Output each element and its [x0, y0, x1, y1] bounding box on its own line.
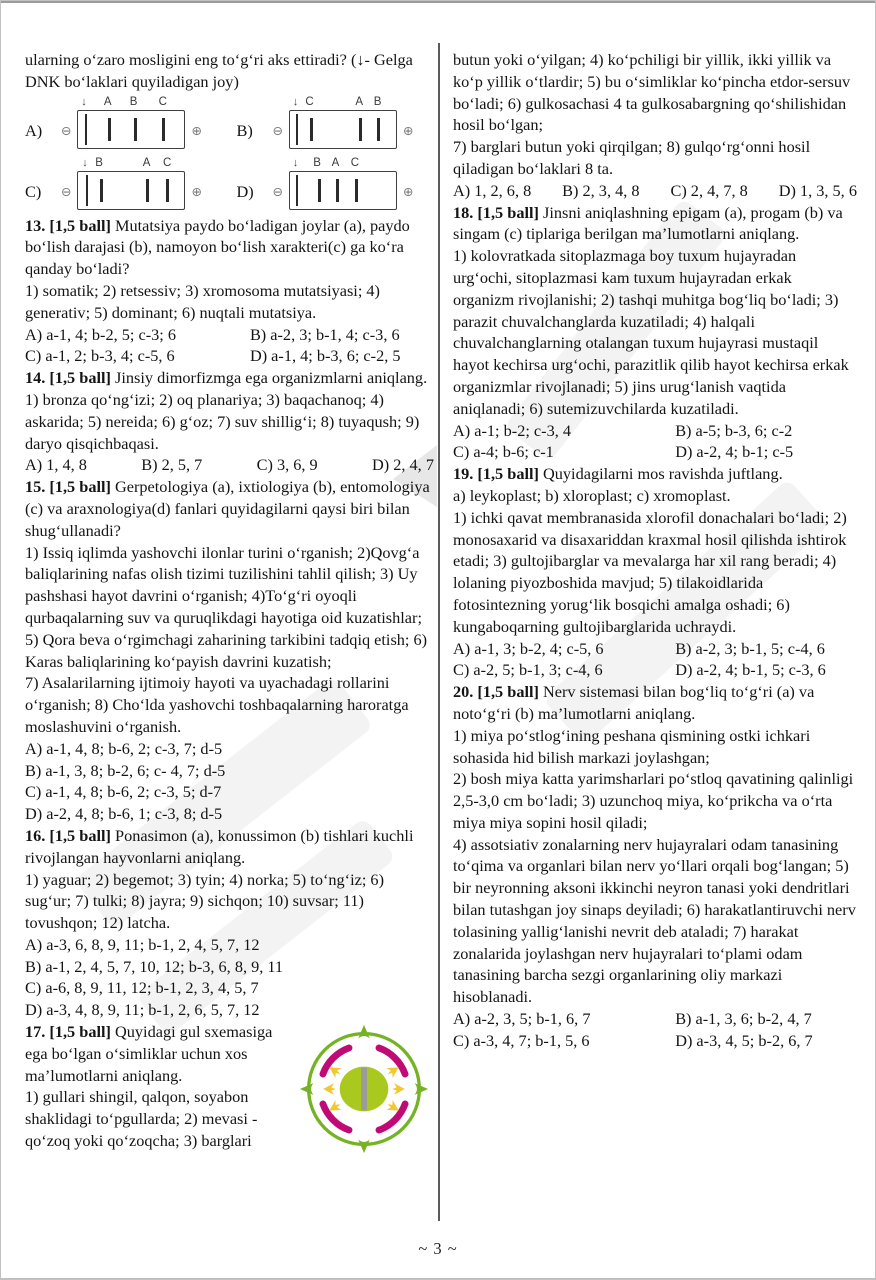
gel-band: [296, 114, 298, 145]
answer-option: A) a-2, 3, 5; b-1, 6, 7: [453, 1009, 591, 1029]
answer-row: [453, 420, 857, 442]
question-number: 17. [1,5 ball]: [25, 1022, 116, 1042]
question-items: butun yoki o‘yilgan; 4) ko‘pchiligi bir yillik, ikki yillik va ko‘p yillik o‘tlardir; 5) bu o‘simliklar ko‘pincha etdor-sersuv bo‘ladi; 6) gulkosachasi 4 ta gulkosabargning qo‘shilishidan hosil bo‘lgan;: [453, 50, 851, 135]
answer-option: B) a-5; b-3, 6; c-2: [675, 420, 793, 440]
plus-electrode-icon: ⊕: [402, 122, 414, 138]
answer-option: D) a-3, 4, 8, 9, 11; b-1, 2, 6, 5, 7, 12: [25, 1000, 260, 1020]
gel-box: [289, 110, 397, 149]
answer-option: C) 3, 6, 9: [256, 455, 318, 475]
well-arrow-icon: ↓: [81, 95, 87, 108]
answer-row: [453, 1030, 857, 1052]
question-items: 1) kolovratkada sitoplazmaga boy tuxum hujayradan urg‘ochi, sitoplazmasi kam tuxum hujayradan erkak organizm rivojlanishi; 2) tashqi muhitga bog‘liq bo‘ladi; 3) parazit chuvalchanglarda kuzatiladi; 4) halqali chuvalchanglarning otalangan tuxum hujayrasi mustaqil hayot kechirsa urg‘ochi, parazitlik qilib hayot kechirsa erkak organizmlar rivojlanadi; 5) jins urug‘lanish vaqtida aniqlanadi; 6) sutemizuvchilarda kuzatiladi.: [453, 246, 849, 418]
gel-band: [310, 118, 313, 141]
answer-option: D) a-1, 4; b-3, 6; c-2, 5: [249, 346, 401, 366]
gel-diagram-grid: [25, 96, 434, 210]
gel-option-label: C): [25, 181, 42, 201]
answer-row: [25, 956, 434, 978]
page-bottom-edge: [1, 1278, 875, 1279]
gel-band: [108, 118, 111, 141]
question-19: [453, 463, 857, 681]
question-number: 13. [1,5 ball]: [25, 215, 116, 235]
question-number: 15. [1,5 ball]: [25, 477, 116, 497]
answer-option: C) a-2, 5; b-1, 3; c-4, 6: [453, 660, 603, 680]
gel-option: [237, 157, 435, 210]
gel-boxwrap: [289, 157, 397, 210]
gel-band-label: A: [331, 156, 340, 169]
answer-option: C) a-4; b-6; c-1: [453, 442, 554, 462]
gel-band-label: A: [142, 156, 151, 169]
minus-electrode-icon: ⊖: [61, 122, 72, 138]
gel-band-label: B: [129, 95, 138, 108]
question-items: 1) ichki qavat membranasida xlorofil donachalari bo‘ladi; 2) monosaxarid va disaxariddan kraxmal hosil qilishda ishtirok etadi; 3) gultojibarglar va mevalarga har xil rang beradi; 4) lolaning piyozboshida mavjud; 5) tilakoidlarida fotosintezning yorug‘lik bosqichi amalga oshadi; 6) kungaboqarning gultojibarglarida uchraydi.: [453, 507, 847, 636]
flower-diagram: [296, 1021, 434, 1161]
gel-band: [166, 179, 169, 202]
gel-band-label: B: [373, 95, 382, 108]
plus-electrode-icon: ⊕: [191, 122, 202, 138]
gel-band-label: A: [355, 95, 364, 108]
answer-row: [25, 803, 434, 825]
gel-band-label: B: [313, 156, 321, 169]
question-number: 16. [1,5 ball]: [25, 825, 116, 845]
gel-band: [296, 175, 298, 206]
answer-option: A) a-1, 4, 8; b-6, 2; c-3, 7; d-5: [25, 738, 223, 758]
gel-band: [377, 118, 380, 141]
gel-band-label: C: [158, 95, 167, 108]
answer-option: D) a-2, 4, 8; b-6, 1; c-3, 8; d-5: [25, 804, 223, 824]
answer-option: B) a-1, 2, 4, 5, 7, 10, 12; b-3, 6, 8, 9, 11: [25, 956, 284, 976]
answer-row: [25, 934, 434, 956]
question-items: 1) gullari shingil, qalqon, soyabon shaklidagi to‘pgullarda; 2) mevasi - qo‘zoq yoki qo‘zoqcha; 3) barglari: [25, 1087, 258, 1151]
question-16: [25, 825, 434, 1021]
gel-band-label: B: [95, 156, 103, 169]
answer-option: D) a-2, 4; b-1, 5; c-3, 6: [675, 660, 826, 680]
question-number: 18. [1,5 ball]: [453, 202, 544, 222]
well-arrow-icon: ↓: [292, 156, 299, 169]
gel-band: [162, 118, 165, 141]
question-items: 1) somatik; 2) retsessiv; 3) xromosoma mutatsiyasi; 4) generativ; 5) dominant; 6) nuqtali mutatsiya.: [25, 280, 380, 322]
minus-electrode-icon: ⊖: [272, 122, 283, 138]
question-15: [25, 476, 434, 825]
question-subitems: a) leykoplast; b) xloroplast; c) xromoplast.: [453, 485, 731, 505]
answer-row: [453, 441, 857, 463]
gel-band-label: A: [103, 95, 112, 108]
answer-row: [25, 999, 434, 1021]
answer-option: B) a-2, 3; b-1, 4; c-3, 6: [249, 324, 400, 344]
answer-row: [453, 1008, 857, 1030]
question-stem: 16. [1,5 ball] Ponasimon (a), konussimon (b) tishlari kuchli rivojlangan hayvonlarni aniqlang.: [25, 825, 414, 867]
gel-option-label: A): [25, 120, 43, 140]
answer-row: [25, 454, 434, 476]
answer-row: [25, 324, 434, 346]
intro-text: ularning o‘zaro mosligini eng to‘g‘ri aks ettiradi? (↓- Gelga DNK bo‘laklari quyiladigan joy): [25, 50, 413, 91]
gel-band: [86, 175, 88, 206]
gel-band-label: C: [162, 156, 172, 169]
answer-option: B) 2, 5, 7: [141, 455, 203, 475]
gel-option-label: D): [236, 181, 254, 201]
question-stem: 20. [1,5 ball] Nerv sistemasi bilan bog‘liq to‘g‘ri (a) va noto‘g‘ri (b) ma’lumotlarni aniqlang.: [453, 682, 815, 723]
gel-boxwrap: [289, 96, 397, 149]
question-items: 2) bosh miya katta yarimsharlari po‘stloq qavatining qalinligi 2,5-3,0 cm bo‘ladi; 3) uzunchoq miya, ko‘prikcha va o‘rta miya miya sopini hosil qiladi;: [453, 769, 854, 832]
answer-option: A) a-3, 6, 8, 9, 11; b-1, 2, 4, 5, 7, 12: [25, 934, 260, 954]
gel-band: [359, 118, 362, 141]
question-13: [25, 215, 434, 368]
question-17: [25, 1021, 434, 1152]
question-stem: 13. [1,5 ball] Mutatsiya paydo bo‘ladigan joylar (a), paydo bo‘lish darajasi (b), namoyon bo‘lish xarakteri(c) ga ko‘ra qanday bo‘ladi?: [25, 215, 410, 279]
gel-band: [318, 179, 321, 202]
question-items: 7) barglari butun yoki qirqilgan; 8) gulqo‘rg‘onni hosil qiladigan bo‘laklari 8 ta.: [453, 137, 811, 178]
gel-band: [146, 179, 149, 202]
answer-option: B) 2, 3, 4, 8: [562, 180, 640, 200]
question-stem: 14. [1,5 ball] Jinsiy dimorfizmga ega organizmlarni aniqlang.: [25, 368, 428, 388]
answer-row: [453, 638, 857, 660]
answer-option: C) 2, 4, 7, 8: [670, 180, 748, 200]
gel-band-label: C: [305, 95, 314, 108]
answer-option: D) a-2, 4; b-1; c-5: [675, 442, 794, 462]
answer-row: [25, 781, 434, 803]
gel-option: [25, 96, 223, 149]
question-items: 1) miya po‘stlog‘ining peshana qismining ostki ichkari sohasida hid bilish markazi joylashgan;: [453, 725, 811, 767]
answer-option: C) a-3, 4, 7; b-1, 5, 6: [453, 1030, 590, 1050]
gel-band-labels: [289, 157, 397, 170]
plus-electrode-icon: ⊕: [402, 183, 414, 199]
gel-band-label: C: [350, 156, 360, 169]
gel-band-labels: [289, 96, 397, 109]
flower-diagram-svg: [296, 1021, 432, 1157]
answer-row: [453, 659, 857, 681]
question-stem: 19. [1,5 ball] Quyidagilarni mos ravishda juftlang.: [453, 464, 783, 484]
answer-option: A) a-1, 3; b-2, 4; c-5, 6: [453, 638, 604, 658]
gel-band-labels: [77, 157, 185, 170]
question-items: 1) bronza qo‘ng‘izi; 2) oq planariya; 3) baqachanoq; 4) askarida; 5) nereida; 6) g‘oz; 7) suv shillig‘i; 8) tuyaqush; 9) daryo qisqichbaqasi.: [25, 389, 420, 453]
question-items: 7) Asalarilarning ijtimoiy hayoti va uyachadagi rollarini o‘rganish; 8) Cho‘lda yashovchi toshbaqalarning haroratga moslashuvini o‘rganish.: [25, 673, 409, 736]
question-number: 19. [1,5 ball]: [453, 464, 544, 484]
gel-option-label: B): [236, 120, 253, 140]
question-17cont: [453, 49, 857, 202]
question-stem: 18. [1,5 ball] Jinsni aniqlashning epigam (a), progam (b) va singam (c) tiplariga berilgan ma’lumotlarni aniqlang.: [453, 202, 843, 244]
question-items: 4) assotsiativ zonalarning nerv hujayralari odam tanasining to‘qima va organlari bilan nerv yo‘llari orqali bog‘langan; 5) bir neyronning aksoni ikkinchi neyron tanasi yoki dendritlari bilan tutashgan joy sinaps deyiladi; 6) harakatlantiruvchi nerv tolasining yallig‘lanishi nevrit deb ataladi; 7) harakat zonalarida joylashgan nerv hujayralari to‘plami odam tanasining barcha sezgi organlarining oliy markazi hisoblanadi.: [453, 834, 856, 1007]
question-number: 14. [1,5 ball]: [25, 368, 116, 388]
question-items: 1) yaguar; 2) begemot; 3) tyin; 4) norka; 5) to‘ng‘iz; 6) sug‘ur; 7) tulki; 8) jayra; 9) sichqon; 10) suvsar; 11) tovushqon; 12) latcha.: [25, 869, 384, 933]
answer-row: [25, 977, 434, 999]
question-stem: 17. [1,5 ball] Quyidagi gul sxemasiga ega bo‘lgan o‘simliklar uchun xos ma’lumotlarni aniqlang.: [25, 1022, 273, 1085]
left-column: [25, 49, 434, 1163]
question-14: [25, 367, 434, 476]
answer-option: B) a-1, 3, 6; b-2, 4, 7: [675, 1009, 812, 1029]
gel-band: [100, 179, 103, 202]
answer-option: A) 1, 4, 8: [25, 455, 87, 475]
page-number: ~ 3 ~: [418, 1239, 458, 1258]
answer-option: D) 1, 3, 5, 6: [778, 180, 857, 200]
gel-option: [25, 157, 223, 210]
answer-option: C) a-1, 2; b-3, 4; c-5, 6: [25, 346, 175, 366]
answer-row: [25, 345, 434, 367]
well-arrow-icon: ↓: [292, 95, 299, 108]
answer-row: [25, 738, 434, 760]
right-column: [453, 49, 857, 1052]
plus-electrode-icon: ⊕: [191, 183, 202, 199]
minus-electrode-icon: ⊖: [61, 183, 72, 199]
gel-box: [289, 171, 397, 210]
answer-option: A) a-1; b-2; c-3, 4: [453, 420, 571, 440]
left-questions: [25, 215, 434, 1152]
question-items: 1) Issiq iqlimda yashovchi ilonlar turini o‘rganish; 2)Qovg‘a baliqlarining nafas olish tizimi tuzilishini tahlil qilish; 3) Uy pashshasi hayot davrini o‘rganish; 4)To‘g‘ri oyoqli qurbaqalarning suv va quruqlikdagi hayotiga oid kuzatishlar; 5) Qora beva o‘rgimchagi zaharining tarkibini tadqiq etish; 6) Karas baliqlarining ko‘payish davrini kuzatish;: [25, 542, 428, 671]
answer-option: B) a-1, 3, 8; b-2, 6; c- 4, 7; d-5: [25, 760, 226, 780]
minus-electrode-icon: ⊖: [272, 183, 283, 199]
page-top-edge: [1, 1, 875, 3]
question-stem: 15. [1,5 ball] Gerpetologiya (a), ixtiologiya (b), entomologiya (c) va araxnologiya(d) fanlari quyidagilarni qaysi biri bilan shug‘ullanadi?: [25, 477, 430, 540]
gel-band-labels: [77, 96, 185, 109]
answer-row: [25, 760, 434, 782]
gel-band: [134, 118, 137, 141]
gel-band: [85, 114, 87, 145]
answer-option: C) a-1, 4, 8; b-6, 2; c-3, 5; d-7: [25, 782, 222, 802]
gel-box: [77, 171, 185, 210]
gel-boxwrap: [77, 96, 185, 149]
answer-option: A) 1, 2, 6, 8: [453, 180, 532, 200]
gel-boxwrap: [77, 157, 185, 210]
gel-option: [237, 96, 435, 149]
question-20: [453, 681, 857, 1052]
answer-option: B) a-2, 3; b-1, 5; c-4, 6: [675, 638, 825, 658]
column-divider: [438, 43, 440, 1221]
well-arrow-icon: ↓: [82, 156, 88, 169]
question-number: 20. [1,5 ball]: [453, 682, 544, 702]
answer-option: A) a-1, 4; b-2, 5; c-3; 6: [25, 324, 177, 344]
answer-option: D) 2, 4, 7: [372, 455, 434, 475]
answer-row: [453, 180, 857, 202]
gel-band: [336, 179, 339, 202]
question-18: [453, 202, 857, 464]
answer-option: D) a-3, 4, 5; b-2, 6, 7: [675, 1030, 813, 1050]
gel-box: [77, 110, 185, 149]
gel-band: [355, 179, 358, 202]
answer-option: C) a-6, 8, 9, 11, 12; b-1, 2, 3, 4, 5, 7: [25, 978, 259, 998]
